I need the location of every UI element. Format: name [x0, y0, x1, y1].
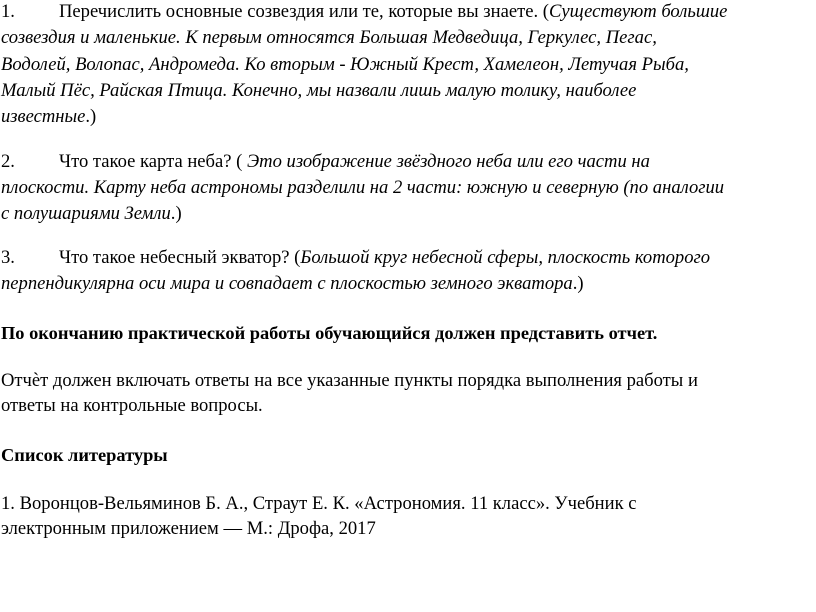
q1-number: 1. [1, 1, 15, 22]
q2-line-3 [1, 203, 182, 225]
q3-answer-part-2: перпендикулярна оси мира и совпадает с плоскостью земного экватора [1, 273, 573, 294]
q2-answer-part-1: Это изображение звёздного неба или его части на [247, 151, 650, 172]
q1-close: .) [85, 106, 97, 127]
report-text-line-1: Отчѐт должен включать ответы на все указанные пункты порядка выполнения работы и [1, 370, 698, 391]
q1-line-1 [1, 1, 727, 23]
q2-answer-part-2: плоскости. Карту неба астрономы разделили на 2 части: южную и северную (по аналогии [1, 177, 725, 198]
q3-line-2 [1, 273, 584, 295]
q1-answer-part-4: Малый Пёс, Райская Птица. Конечно, мы назвали лишь малую толику, наиболее [1, 80, 637, 101]
q2-number: 2. [1, 151, 15, 172]
q3-line-1 [1, 247, 710, 269]
q1-line-2 [1, 27, 657, 49]
q3-number: 3. [1, 247, 15, 268]
q2-line-1 [1, 151, 650, 173]
q1-answer-part-2: созвездия и маленькие. К первым относятся Большая Медведица, Геркулес, Пегас, [1, 27, 657, 48]
q2-close: .) [170, 203, 182, 224]
q1-line-4 [1, 80, 636, 102]
q2-line-2 [1, 177, 724, 199]
report-heading: По окончанию практической работы обучающийся должен представить отчет. [1, 323, 658, 343]
q3-answer-part-1: Большой круг небесной сферы, плоскость которого [300, 247, 711, 268]
q3-question: Что такое небесный экватор? ( [59, 247, 301, 268]
literature-heading: Список литературы [1, 445, 168, 465]
q1-answer-part-3: Водолей, Волопас, Андромеда. Ко вторым - Южный Крест, Хамелеон, Летучая Рыба, [1, 54, 689, 75]
q1-line-5 [1, 106, 96, 128]
literature-item-line-1: 1. Воронцов-Вельяминов Б. А., Страут Е. К. «Астрономия. 11 класс». Учебник с [1, 493, 637, 514]
literature-item-line-2: электронным приложением — М.: Дрофа, 2017 [1, 518, 376, 539]
q2-question: Что такое карта неба? ( [59, 151, 247, 172]
q1-line-3 [1, 54, 689, 76]
q3-close: .) [572, 273, 584, 294]
report-text-line-2: ответы на контрольные вопросы. [1, 395, 263, 416]
q2-answer-part-3: с полушариями Земли [1, 203, 171, 224]
q1-question: Перечислить основные созвездия или те, которые вы знаете. ( [59, 1, 549, 22]
q1-answer-part-5: известные [1, 106, 86, 127]
q1-answer-part-1: Существуют большие [548, 1, 728, 22]
